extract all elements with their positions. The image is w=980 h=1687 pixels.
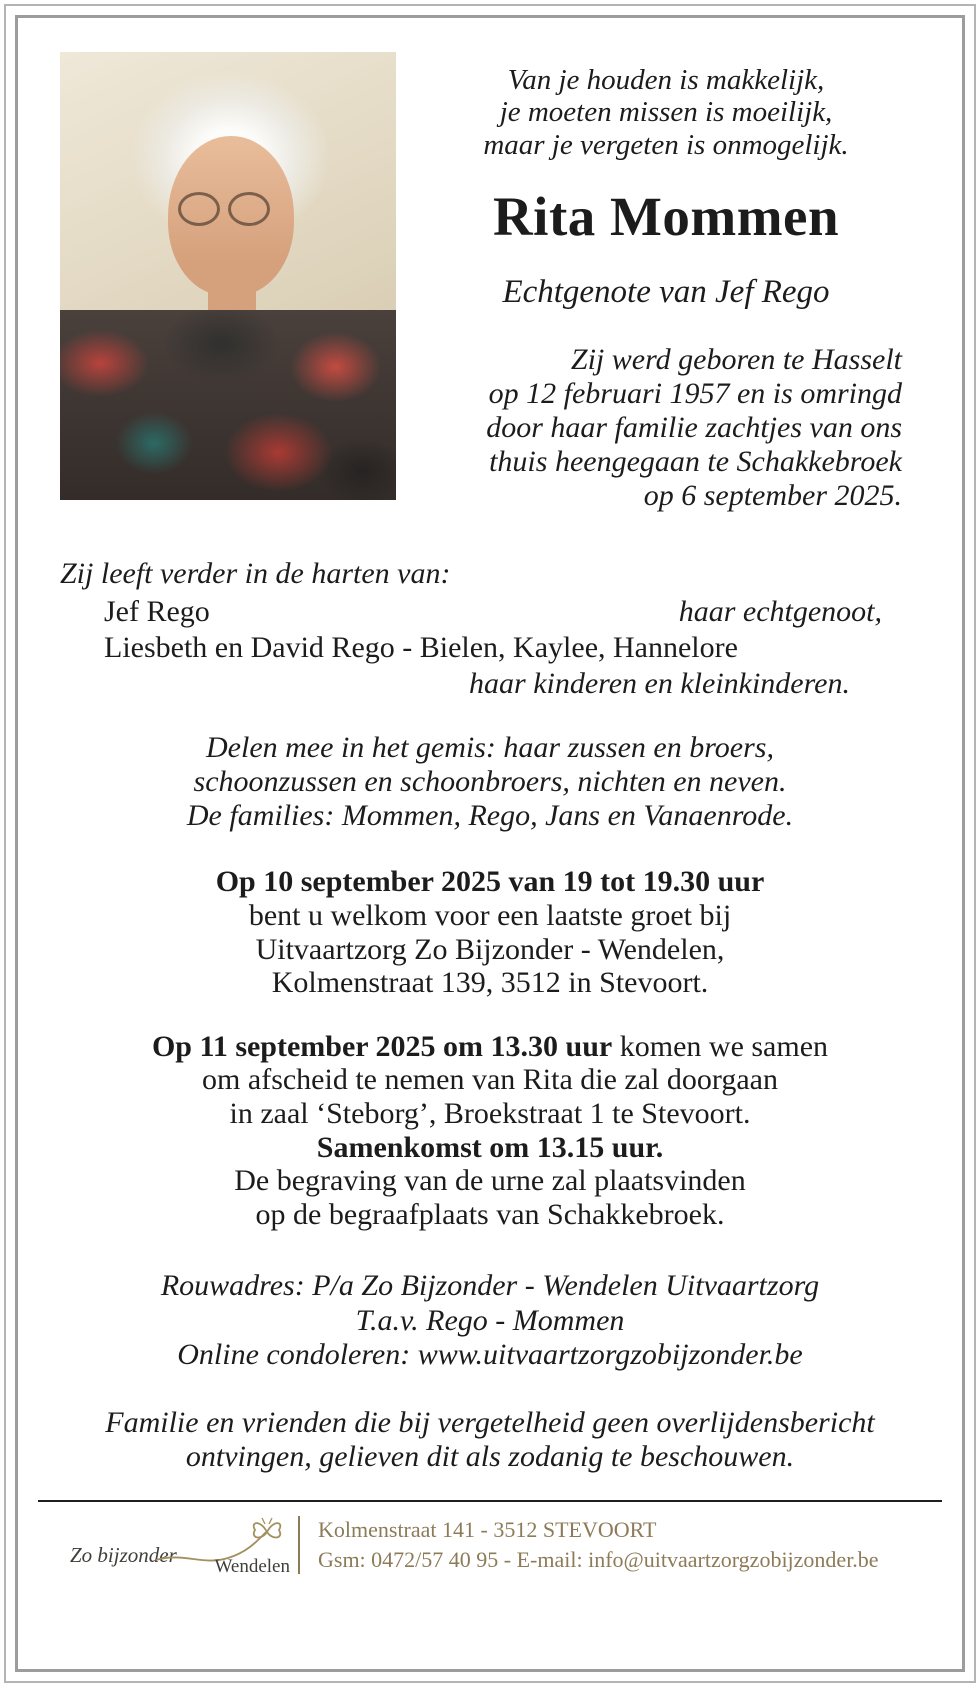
memorial-card xyxy=(18,18,962,1578)
apology-notice xyxy=(58,1406,922,1474)
service-section xyxy=(58,1030,922,1232)
footer-phone-email: Gsm: 0472/57 40 95 - E-mail: info@uitvaartzorgzobijzonder.be xyxy=(318,1547,879,1573)
life-line-1: Zij werd geboren te Hasselt xyxy=(570,343,902,377)
service-datetime: Op 11 september 2025 om 13.30 uur xyxy=(151,1029,613,1063)
extended-family xyxy=(58,731,922,834)
condolence-line-1: Rouwadres: P/a Zo Bijzonder - Wendelen Uitvaartzorg xyxy=(160,1269,820,1303)
footer-vertical-divider xyxy=(298,1516,300,1574)
photo-blouse-shape xyxy=(60,310,396,500)
poem-line-1: Van je houden is makkelijk, xyxy=(507,64,825,96)
deceased-name: Rita Mommen xyxy=(492,186,840,248)
memorial-poem xyxy=(418,64,914,161)
visitation-line-2: Uitvaartzorg Zo Bijzonder - Wendelen, xyxy=(255,932,725,966)
children-names: Liesbeth en David Rego - Bielen, Kaylee, Hannelore xyxy=(104,630,738,664)
logo-text-wendelen: Wendelen xyxy=(214,1556,290,1578)
logo-text-zo-bijzonder: Zo bijzonder xyxy=(70,1543,177,1568)
extended-line-2: schoonzussen en schoonbroers, nichten en neven. xyxy=(193,765,787,799)
footer-row xyxy=(58,1502,922,1578)
extended-line-1: Delen mee in het gemis: haar zussen en broers, xyxy=(206,730,774,764)
visitation-line-3: Kolmenstraat 139, 3512 in Stevoort. xyxy=(271,966,709,1000)
life-line-4: thuis heengegaan te Schakkebroek xyxy=(489,445,902,479)
burial-line-1: De begraving van de urne zal plaatsvinden xyxy=(234,1164,746,1198)
service-line-2: in zaal ‘Steborg’, Broekstraat 1 te Stevoort. xyxy=(229,1096,751,1130)
extended-line-3: De families: Mommen, Rego, Jans en Vanaenrode. xyxy=(186,799,794,833)
header-section xyxy=(58,52,922,513)
spouse-name: Jef Rego xyxy=(104,594,210,628)
condolence-section xyxy=(58,1269,922,1372)
portrait-photo xyxy=(60,52,396,500)
service-datetime-rest: komen we samen xyxy=(619,1029,829,1063)
condolence-url-line: Online condoleren: www.uitvaartzorgzobijzonder.be xyxy=(177,1337,803,1371)
footer xyxy=(58,1500,922,1578)
family-row-spouse xyxy=(58,595,922,629)
life-summary xyxy=(418,343,914,512)
funeral-home-logo xyxy=(70,1512,290,1578)
spouse-relation: haar echtgenoot, xyxy=(678,594,882,628)
service-line-1: om afscheid te nemen van Rita die zal doorgaan xyxy=(202,1063,778,1097)
burial-line-2: op de begraafplaats van Schakkebroek. xyxy=(255,1197,725,1231)
poem-line-3: maar je vergeten is onmogelijk. xyxy=(483,128,849,161)
card-outer-frame xyxy=(4,4,976,1683)
life-line-5: op 6 september 2025. xyxy=(643,478,902,512)
children-relation: haar kinderen en kleinkinderen. xyxy=(469,666,850,700)
notice-line-1: Familie en vrienden die bij vergetelheid geen overlijdensbericht xyxy=(105,1405,875,1439)
notice-line-2: ontvingen, gelieven dit als zodanig te beschouwen. xyxy=(185,1440,795,1474)
photo-glasses-right xyxy=(228,192,270,226)
family-section xyxy=(58,557,922,834)
service-datetime-line xyxy=(58,1030,922,1064)
deceased-relation: Echtgenote van Jef Rego xyxy=(502,274,830,311)
service-gathering: Samenkomst om 13.15 uur. xyxy=(316,1130,664,1164)
visitation-datetime: Op 10 september 2025 van 19 tot 19.30 uur xyxy=(215,865,765,899)
photo-glasses-left xyxy=(178,192,220,226)
card-inner-frame xyxy=(15,15,965,1672)
poem-line-2: je moeten missen is moeilijk, xyxy=(499,96,833,129)
footer-contact xyxy=(318,1515,879,1577)
life-line-2: op 12 februari 1957 en is omringd xyxy=(488,377,902,411)
family-intro: Zij leeft verder in de harten van: xyxy=(60,556,451,590)
visitation-section xyxy=(58,865,922,999)
life-line-3: door haar familie zachtjes van ons xyxy=(486,411,902,445)
header-text-column xyxy=(396,52,922,513)
condolence-line-2: T.a.v. Rego - Mommen xyxy=(355,1303,625,1337)
visitation-line-1: bent u welkom voor een laatste groet bij xyxy=(248,899,732,933)
footer-address: Kolmenstraat 141 - 3512 STEVOORT xyxy=(318,1516,657,1542)
